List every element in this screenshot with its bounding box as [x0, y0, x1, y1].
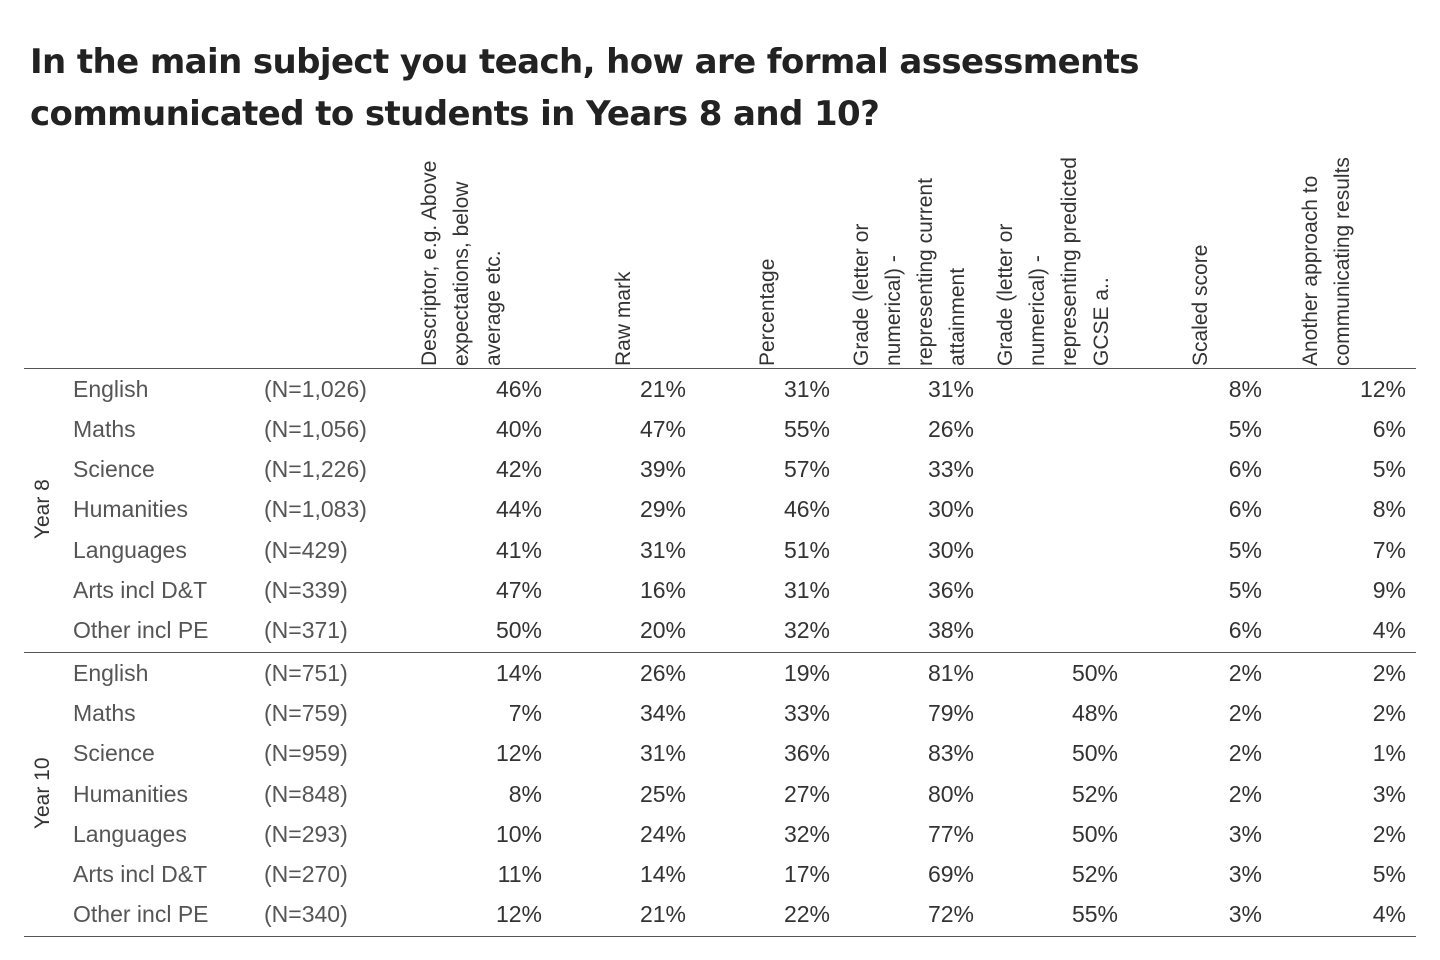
data-cell: 2%	[1372, 699, 1406, 726]
data-cell: 10%	[495, 820, 542, 847]
data-cell: 31%	[639, 740, 686, 767]
data-cell: 52%	[1071, 780, 1118, 807]
sample-size: (N=1,083)	[264, 496, 367, 523]
data-cell: 3%	[1372, 780, 1406, 807]
data-cell: 46%	[495, 375, 542, 402]
data-cell: 3%	[1228, 861, 1262, 888]
data-cell: 69%	[927, 861, 974, 888]
data-cell: 34%	[639, 699, 686, 726]
data-cell: 17%	[783, 861, 830, 888]
table-row	[0, 894, 1440, 934]
column-header: Percentage	[756, 258, 779, 366]
subject-label: Arts incl D&T	[73, 861, 208, 888]
data-cell: 5%	[1228, 415, 1262, 442]
data-cell: 2%	[1228, 740, 1262, 767]
column-header: Scaled score	[1189, 244, 1212, 366]
sample-size: (N=959)	[264, 740, 348, 767]
data-cell: 7%	[1372, 536, 1406, 563]
data-cell: 48%	[1071, 699, 1118, 726]
subject-label: Science	[73, 740, 155, 767]
data-cell: 31%	[783, 375, 830, 402]
data-cell: 51%	[783, 536, 830, 563]
data-cell: 12%	[495, 740, 542, 767]
column-header: Raw mark	[612, 271, 635, 366]
data-cell: 38%	[927, 617, 974, 644]
data-cell: 2%	[1372, 659, 1406, 686]
table-row	[0, 409, 1440, 449]
data-cell: 16%	[639, 577, 686, 603]
data-cell: 31%	[639, 536, 686, 563]
data-cell: 8%	[1228, 375, 1262, 402]
subject-label: Languages	[73, 536, 187, 563]
subject-label: Humanities	[73, 496, 189, 523]
column-header: Grade (letter or numerical) - representing current attainment	[850, 178, 969, 366]
data-cell: 12%	[495, 901, 542, 928]
subject-label: English	[73, 659, 149, 686]
data-cell: 6%	[1372, 415, 1406, 442]
column-header: Descriptor, e.g. Above expectations, below average etc.	[418, 160, 505, 366]
sample-size: (N=751)	[264, 659, 348, 686]
data-cell: 50%	[1071, 740, 1118, 767]
data-cell: 42%	[495, 456, 542, 483]
data-cell: 33%	[927, 456, 974, 483]
table-row	[0, 530, 1440, 570]
data-cell: 12%	[1359, 375, 1406, 402]
data-cell: 5%	[1372, 861, 1406, 888]
sample-size: (N=371)	[264, 617, 348, 644]
data-cell: 55%	[1071, 901, 1118, 928]
data-cell: 6%	[1228, 496, 1262, 523]
table-row	[0, 814, 1440, 854]
data-cell: 4%	[1372, 617, 1406, 644]
data-cell: 21%	[639, 375, 686, 402]
data-cell: 8%	[508, 780, 542, 807]
data-cell: 27%	[783, 780, 830, 807]
data-cell: 14%	[495, 659, 542, 686]
data-cell: 46%	[783, 496, 830, 523]
data-cell: 33%	[783, 699, 830, 726]
data-cell: 44%	[495, 496, 542, 523]
data-cell: 5%	[1372, 456, 1406, 483]
data-cell: 55%	[783, 415, 830, 442]
table-row	[0, 733, 1440, 773]
data-cell: 8%	[1372, 496, 1406, 523]
data-cell: 79%	[927, 699, 974, 726]
subject-label: English	[73, 375, 149, 402]
data-cell: 26%	[927, 415, 974, 442]
data-cell: 52%	[1071, 861, 1118, 888]
sample-size: (N=1,026)	[264, 375, 367, 402]
data-cell: 29%	[639, 496, 686, 523]
data-cell: 20%	[639, 617, 686, 644]
data-cell: 36%	[927, 577, 974, 603]
table-row	[0, 570, 1440, 610]
subject-label: Maths	[73, 699, 136, 726]
data-cell: 5%	[1228, 536, 1262, 563]
data-cell: 9%	[1372, 577, 1406, 603]
table-row	[0, 369, 1440, 409]
data-cell: 5%	[1228, 577, 1262, 603]
data-cell: 77%	[927, 820, 974, 847]
data-cell: 36%	[783, 740, 830, 767]
data-cell: 2%	[1372, 820, 1406, 847]
data-cell: 7%	[508, 699, 542, 726]
data-cell: 83%	[927, 740, 974, 767]
data-cell: 2%	[1228, 780, 1262, 807]
subject-label: Arts incl D&T	[73, 577, 208, 603]
table-row	[0, 610, 1440, 650]
data-cell: 32%	[783, 617, 830, 644]
data-cell: 6%	[1228, 617, 1262, 644]
data-cell: 14%	[639, 861, 686, 888]
data-cell: 41%	[495, 536, 542, 563]
subject-label: Humanities	[73, 780, 189, 807]
data-cell: 40%	[495, 415, 542, 442]
sample-size: (N=339)	[264, 577, 348, 603]
subject-label: Other incl PE	[73, 901, 209, 928]
data-cell: 4%	[1372, 901, 1406, 928]
data-cell: 11%	[497, 861, 542, 888]
data-cell: 3%	[1228, 901, 1262, 928]
data-cell: 6%	[1228, 456, 1262, 483]
sample-size: (N=293)	[264, 820, 348, 847]
column-header: Another approach to communicating results	[1299, 157, 1354, 366]
table-row	[0, 653, 1440, 693]
subject-label: Science	[73, 456, 155, 483]
data-cell: 2%	[1228, 659, 1262, 686]
data-cell: 50%	[1071, 820, 1118, 847]
table-row	[0, 449, 1440, 489]
table-bottom-rule	[24, 936, 406, 937]
data-cell: 57%	[783, 456, 830, 483]
sample-size: (N=848)	[264, 780, 348, 807]
data-cell: 50%	[1071, 659, 1118, 686]
data-cell: 24%	[639, 820, 686, 847]
data-cell: 47%	[495, 577, 542, 603]
data-cell: 30%	[927, 496, 974, 523]
sample-size: (N=429)	[264, 536, 348, 563]
data-cell: 30%	[927, 536, 974, 563]
data-cell: 21%	[639, 901, 686, 928]
data-cell: 72%	[927, 901, 974, 928]
sample-size: (N=759)	[264, 699, 348, 726]
data-cell: 39%	[639, 456, 686, 483]
data-cell: 50%	[495, 617, 542, 644]
column-header: Grade (letter or numerical) - representing predicted GCSE a..	[994, 157, 1113, 366]
table-row	[0, 854, 1440, 894]
data-cell: 47%	[639, 415, 686, 442]
data-cell: 80%	[927, 780, 974, 807]
table-bottom-rule	[406, 936, 1416, 937]
data-cell: 26%	[639, 659, 686, 686]
data-cell: 1%	[1372, 740, 1406, 767]
data-cell: 2%	[1228, 699, 1262, 726]
sample-size: (N=340)	[264, 901, 348, 928]
data-cell: 25%	[639, 780, 686, 807]
group-label: Year 10	[31, 757, 54, 829]
data-cell: 31%	[927, 375, 974, 402]
data-cell: 3%	[1228, 820, 1262, 847]
sample-size: (N=1,056)	[264, 415, 367, 442]
data-cell: 32%	[783, 820, 830, 847]
sample-size: (N=270)	[264, 861, 348, 888]
table-row	[0, 489, 1440, 529]
data-cell: 81%	[927, 659, 974, 686]
subject-label: Other incl PE	[73, 617, 209, 644]
data-cell: 19%	[783, 659, 830, 686]
group-label: Year 8	[31, 479, 54, 540]
subject-label: Languages	[73, 820, 187, 847]
data-cell: 22%	[783, 901, 830, 928]
table-row	[0, 774, 1440, 814]
chart-title: In the main subject you teach, how are formal assessments communicated to students in Years 8 and 10?	[30, 42, 1139, 134]
sample-size: (N=1,226)	[264, 456, 367, 483]
data-cell: 31%	[783, 577, 830, 603]
subject-label: Maths	[73, 415, 136, 442]
table-row	[0, 693, 1440, 733]
